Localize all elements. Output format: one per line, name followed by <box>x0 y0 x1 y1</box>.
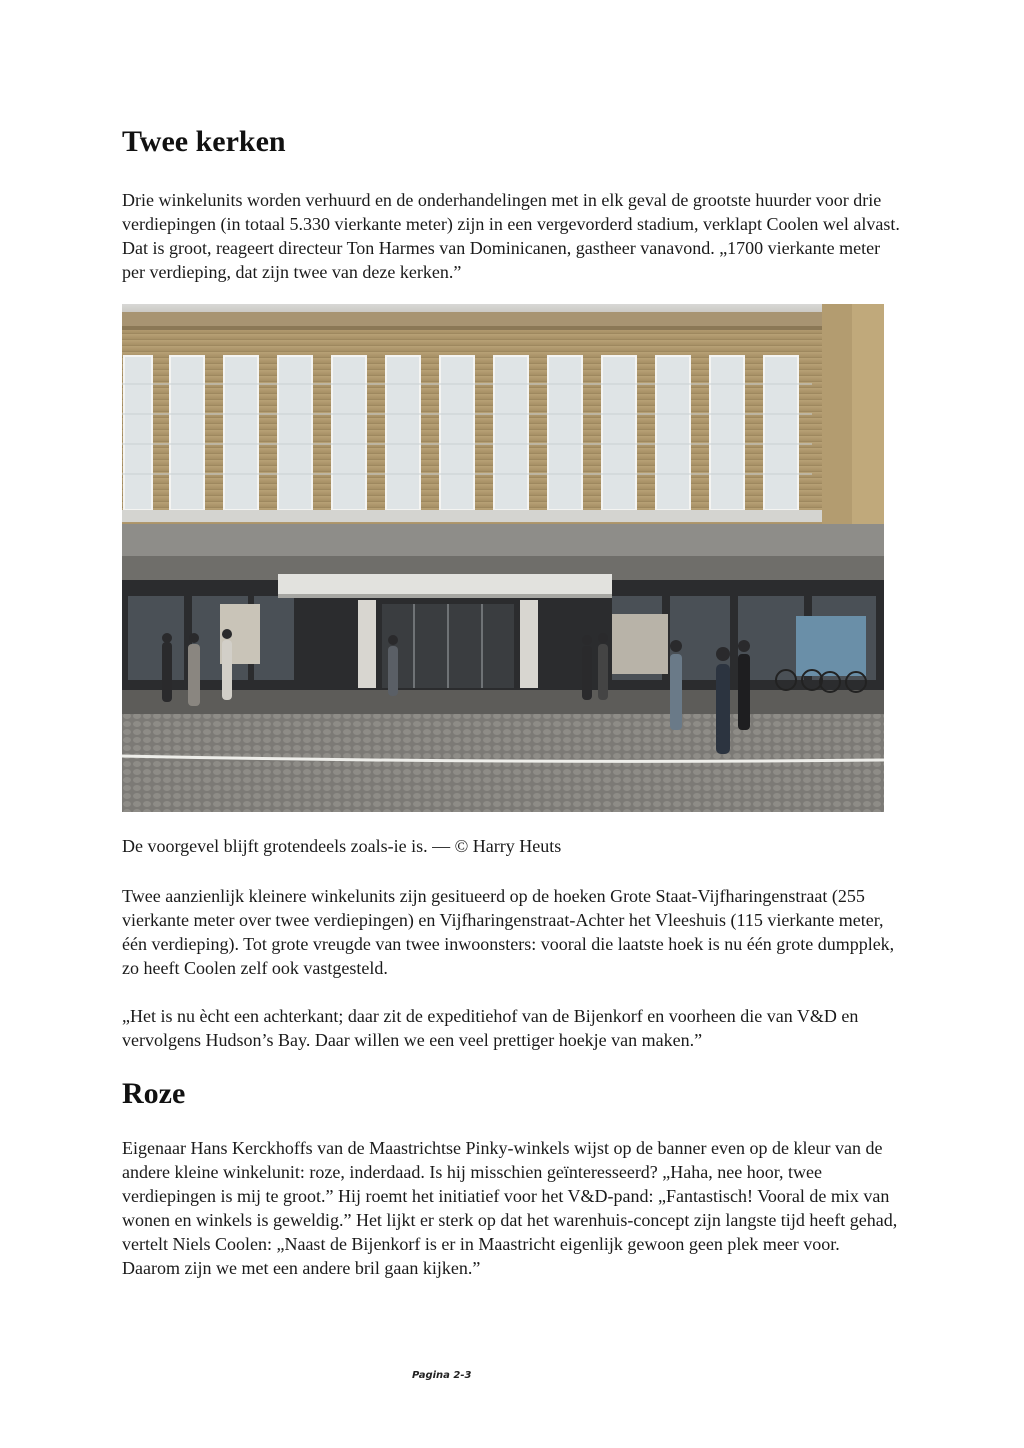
paragraph-quote-achterkant: „Het is nu ècht een achterkant; daar zit de expeditiehof van de Bijenkorf en voorheen die van V&D en vervolgens Hudson’s Bay. Daar willen we een veel prettiger hoekje van maken.” <box>122 1006 859 1050</box>
page-number: Pagina 2-3 <box>412 1370 472 1381</box>
paragraph-roze: Eigenaar Hans Kerckhoffs van de Maastrichtse Pinky-winkels wijst op de banner even op de kleur van de andere kleine winkelunit: roze, inderdaad. Is hij misschien geïnteresseerd? „Haha, nee hoor, twee verdiepingen is mij te groot.” Hij roemt het initiatief voor het V&D-pand: „Fantastisch! Vooral de mix van wonen en winkels is geweldig.” Het lijkt er sterk op dat het warenhuis-concept zijn langste tijd heeft gehad, vertelt Niels Coolen: „Naast de Bijenkorf is er in Maastricht eigenlijk gewoon geen plek meer voor. Daarom zijn we met een andere bril gaan kijken.” <box>122 1138 898 1278</box>
building-facade-photo <box>122 304 884 812</box>
paragraph-twee-kerken: Drie winkelunits worden verhuurd en de onderhandelingen met in elk geval de grootste huurder voor drie verdiepingen (in totaal 5.330 vierkante meter) zijn in een vergevorderd stadium, verklapt Coolen wel alvast. Dat is groot, reageert directeur Ton Harmes van Dominicanen, gastheer vanavond. „1700 vierkante meter per verdieping, dat zijn twee van deze kerken.” <box>122 190 900 282</box>
paragraph-winkelunits: Twee aanzienlijk kleinere winkelunits zijn gesitueerd op de hoeken Grote Staat-Vijfharingenstraat (255 vierkante meter over twee verdiepingen) en Vijfharingenstraat-Achter het Vleeshuis (115 vierkante meter, één verdieping). Tot grote vreugde van twee inwoonsters: vooral die laatste hoek is nu één grote dumpplek, zo heeft Coolen zelf ook vastgesteld. <box>122 886 895 978</box>
section-heading-twee-kerken: Twee kerken <box>122 125 286 158</box>
photo-caption: De voorgevel blijft grotendeels zoals-ie is. — © Harry Heuts <box>122 836 562 856</box>
article-content <box>122 112 902 1280</box>
section-heading-roze: Roze <box>122 1077 186 1110</box>
